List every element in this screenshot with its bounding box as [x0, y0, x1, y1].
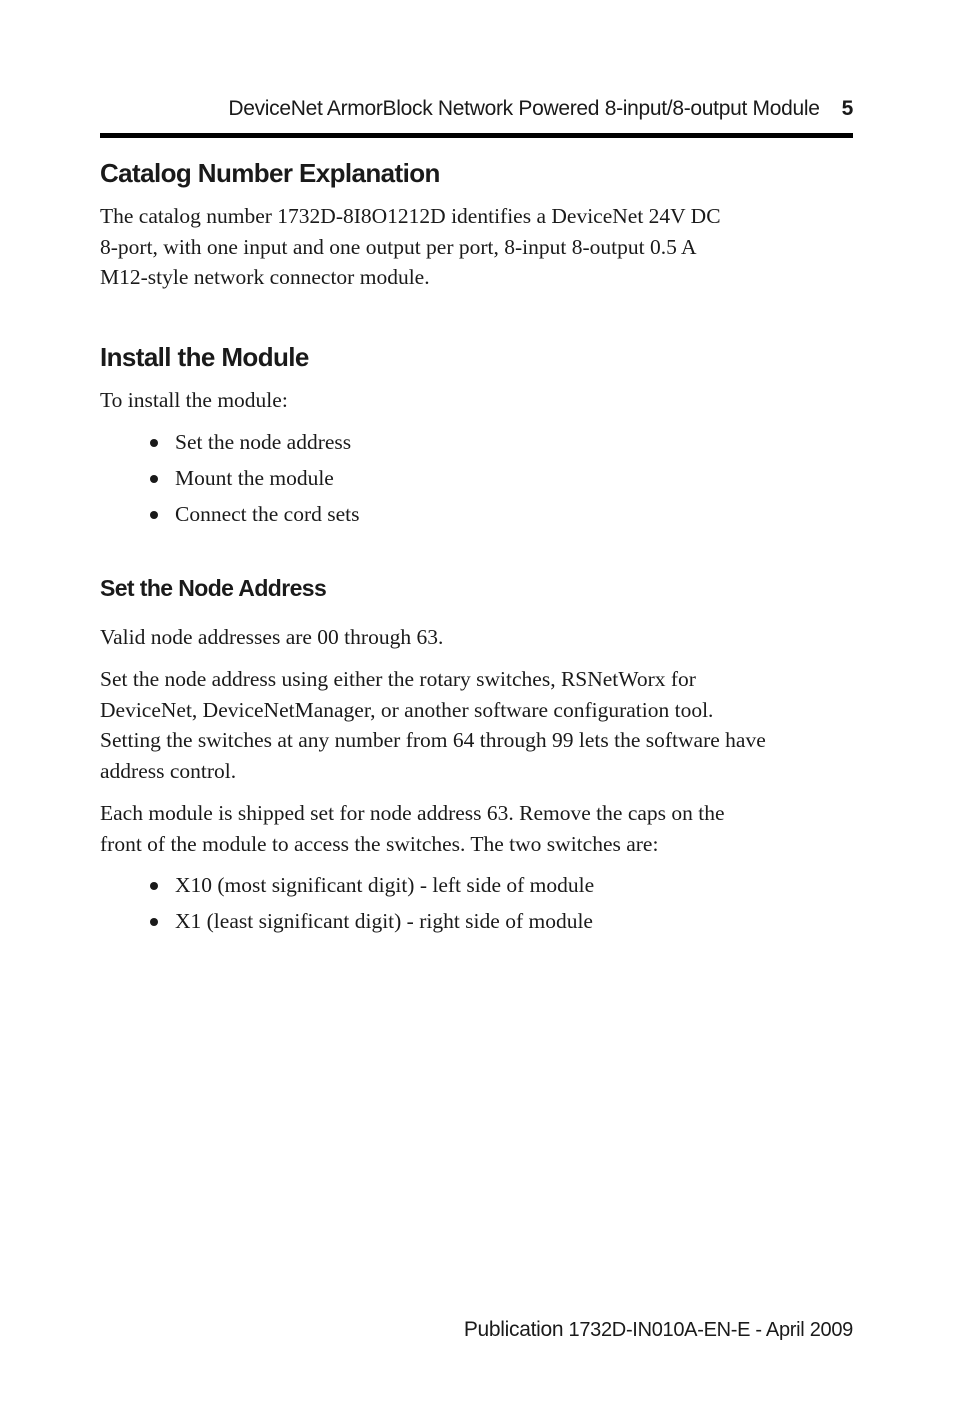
footer-publication-id: 1732D-IN010A-EN-E - April 2009 — [568, 1319, 853, 1341]
catalog-line-1: The catalog number 1732D-8I8O1212D identifies a DeviceNet 24V DC — [100, 204, 721, 228]
list-item: Set the node address — [150, 427, 360, 463]
install-intro: To install the module: — [100, 388, 288, 412]
list-item: X10 (most significant digit) - left side of module — [150, 870, 594, 906]
header-title: DeviceNet ArmorBlock Network Powered 8-input/8-output Module — [228, 97, 820, 120]
header-rule — [100, 133, 853, 138]
valid-addresses-text: Valid node addresses are 00 through 63. — [100, 625, 444, 649]
list-item: Connect the cord sets — [150, 499, 360, 535]
list-item: X1 (least significant digit) - right side of module — [150, 906, 594, 942]
footer-label: Publication — [463, 1318, 564, 1341]
running-header — [100, 92, 853, 126]
publication-footer — [464, 1318, 853, 1342]
page-number: 5 — [841, 97, 853, 120]
catalog-line-2: 8-port, with one input and one output per port, 8-input 8-output 0.5 A — [100, 234, 697, 259]
switches-list — [150, 870, 594, 942]
catalog-heading: Catalog Number Explanation — [100, 158, 440, 188]
node-address-paragraph-1: Set the node address using either the rotary switches, RSNetWorx for DeviceNet, DeviceNetManager, or another software configuration tool. Setting the switches at any number from 64 through 99 lets the software have address control. — [100, 667, 766, 783]
bullet-icon — [150, 918, 158, 926]
bullet-icon — [150, 475, 158, 483]
node-address-heading: Set the Node Address — [100, 575, 327, 601]
install-heading: Install the Module — [100, 342, 309, 372]
install-steps-list — [150, 427, 360, 535]
node-address-paragraph-2: Each module is shipped set for node address 63. Remove the caps on the front of the module to access the switches. The two switches are: — [100, 801, 725, 856]
list-item: Mount the module — [150, 463, 360, 499]
bullet-icon — [150, 511, 158, 519]
catalog-paragraph — [100, 201, 860, 293]
catalog-line-3: M12-style network connector module. — [100, 265, 430, 289]
bullet-icon — [150, 439, 158, 447]
bullet-icon — [150, 882, 158, 890]
